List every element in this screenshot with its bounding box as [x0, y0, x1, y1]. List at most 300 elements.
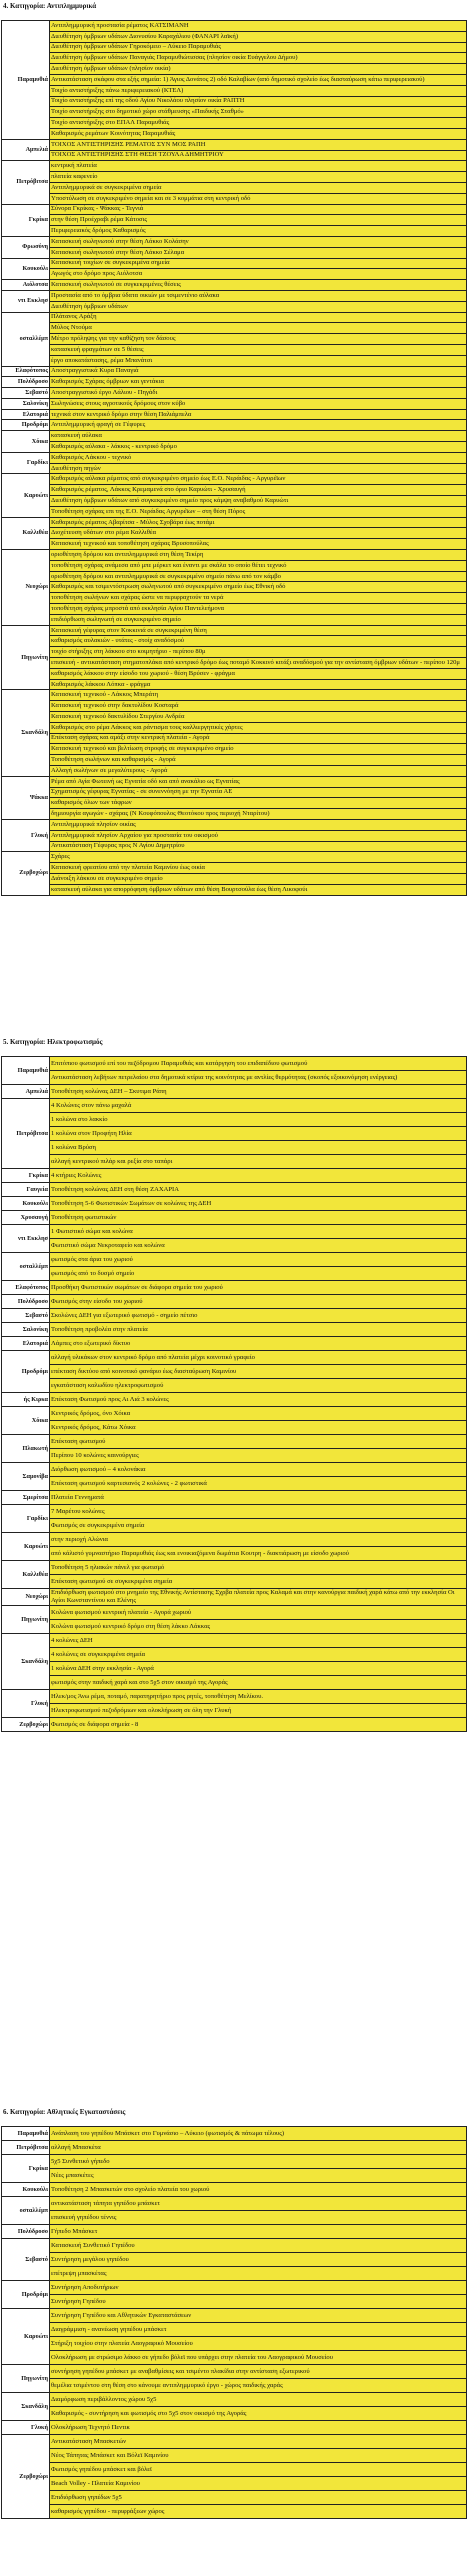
table-row	[2, 2505, 467, 2519]
table-row	[2, 787, 467, 798]
project-item: κεντρική πλατεία	[50, 161, 467, 172]
community-name: Πηγωνίτη	[2, 625, 50, 690]
community-name: Καρυώτι	[2, 1533, 50, 1561]
project-item: Αντικατάσταση Μπασκετών	[50, 2435, 467, 2449]
table-row	[2, 1690, 467, 1704]
category-table	[1, 20, 467, 896]
project-item: Επέκταση σχάρας και αμάξι στην κεντρική πλατεία - Αγορά	[50, 733, 467, 744]
table-row	[2, 323, 467, 334]
project-item: Σωληνώσεις στους αγροτικούς δρόμους στον κύβο	[50, 398, 467, 409]
project-item: Τοποθέτηση 2 Μπασκετών στο σχολείο πλατεία του χωριού	[50, 2183, 467, 2197]
project-item: Ολοκλήρωση Τεχνητό Πεντικ	[50, 2421, 467, 2435]
table-row	[2, 2421, 467, 2435]
project-item: επέτρεψη μπασκέτας	[50, 2267, 467, 2281]
table-row	[2, 128, 467, 139]
project-item: 4 κτήριες Κολώνες	[50, 1169, 467, 1183]
project-item: Καθαρισμός ρέματος, Λάκκος Κρεμαμενά στο όριο Καρυώτι - Χρυσαυγή	[50, 485, 467, 496]
project-item: Κεντρικός δρόμος, όνο Χόικα	[50, 1407, 467, 1421]
community-name: Πλακωτή	[2, 1435, 50, 1463]
table-row	[2, 1323, 467, 1337]
table-row	[2, 247, 467, 258]
project-item: Καθαρισμός λάκκου Λόπκα - φράγμα	[50, 679, 467, 690]
table-row	[2, 830, 467, 841]
table-row	[2, 1155, 467, 1169]
project-item: αλλαγή κεντρικού πιλάρ και ρεξία στο ταπάρι	[50, 1155, 467, 1169]
table-row	[2, 420, 467, 431]
community-name: Πολύδροσο	[2, 2225, 50, 2239]
table-row	[2, 204, 467, 215]
project-item: εγκατάσταση καλωδίου ηλεκτροφωτισμού	[50, 1379, 467, 1393]
project-item: Τοιχίο αντιστήριξης στο δημοτικό χώρο στάθμευσης «Παιδικής Σταθμό»	[50, 107, 467, 118]
table-row	[2, 1547, 467, 1561]
project-item: φωτισμός από το δυσμό σημείο	[50, 1267, 467, 1281]
community-name: Πηγωνίτη	[2, 1606, 50, 1634]
table-row	[2, 139, 467, 150]
table-row	[2, 182, 467, 193]
table-row	[2, 658, 467, 669]
table-row	[2, 172, 467, 183]
project-item: Καθαρισμός και τσιμεντόστρωση σωληνωτού από συγκεκριμένο σημείο έως Εθνική οδό	[50, 582, 467, 593]
project-item: Περίπου 10 κολώνες καινούργιες	[50, 1449, 467, 1463]
project-item: έργο αποκατάστασης, ρέμα Μπανάτσι	[50, 355, 467, 366]
table-row	[2, 398, 467, 409]
table-row	[2, 1435, 467, 1449]
table-row	[2, 193, 467, 204]
table-row	[2, 2365, 467, 2379]
community-name: Κουκούλι	[2, 2183, 50, 2197]
project-item: 1 κολώνα ΔΕΗ στην εκκλησία - Αγορά	[50, 1662, 467, 1676]
community-name: Πηγωνίτη	[2, 2365, 50, 2393]
community-name: Ζερβοχώρι	[2, 1718, 50, 1732]
project-item: τοποθέτηση σχάρας ανάμεσα από μπε μέρκετ και έναντι με σκάλα το οποίο θέτει τεχνικό	[50, 560, 467, 571]
table-row	[2, 809, 467, 820]
project-item: επισκευή - αντικατάσταση στηματοπλάκα από κεντρικό δρόμο έως ποταμό Κοκκινό κιτάξι αναδόσμού για την αντίσταση όμβριων υδάτων - περίπου 120μ	[50, 658, 467, 669]
table-row	[2, 96, 467, 107]
project-item: Διευθέτηση όμβριων υδάτων από συγκεκριμένο σημείο προς κάμψη αναβαθμού Καρυώτι	[50, 496, 467, 507]
project-item: 1 κολώνα στον Προφήτη Ηλία	[50, 1127, 467, 1141]
table-row	[2, 1197, 467, 1211]
project-item: Διευθέτηση πηγών	[50, 463, 467, 474]
project-item: Αντιπλημμυρικά σε συγκεκριμένα σημεία	[50, 182, 467, 193]
table-row	[2, 744, 467, 755]
community-name: Νεοχώρι	[2, 550, 50, 626]
community-name: Παραμυθιά	[2, 1057, 50, 1085]
table-row	[2, 1704, 467, 1718]
community-name: Αμπελιά	[2, 1085, 50, 1099]
table-row	[2, 560, 467, 571]
table-row	[2, 1393, 467, 1407]
project-item: Κολώνα φωτισμού κεντρικό δρόμο στη θέση λάκκο Λάκκας	[50, 1620, 467, 1634]
table-row	[2, 2337, 467, 2351]
community-name: Γκρίκα	[2, 2155, 50, 2183]
community-name: Πετρόβιτσα	[2, 161, 50, 204]
table-row	[2, 2267, 467, 2281]
table-row	[2, 269, 467, 280]
table-row	[2, 1379, 467, 1393]
project-item: Αντικατάσταση σκάφου στα εξής σημεία: 1) Άγιος Δονάτος 2) οδό Καλαβίων (από δημοτικό σχολείο έως διασταύρωση κάτω περιφερειακού)	[50, 74, 467, 85]
project-item: Επιδιόρθωση γηπέδων 5χ5	[50, 2491, 467, 2505]
community-name: Καλλιθέα	[2, 517, 50, 549]
project-item: από κάλιστό γυμναστήριο Παραμυθιάς έως και ενοικιαζόμενα δωμάτια Κουτρη - διακτιάρωση με είσοδο χωριού	[50, 1547, 467, 1561]
table-row	[2, 2323, 467, 2337]
table-row	[2, 107, 467, 118]
community-name: ντι Εκκλησ	[2, 1225, 50, 1253]
community-name: Σεβαστό	[2, 2239, 50, 2281]
project-item: Τοποθέτηση σχάρας επι της Ε.Ο. Νεράιδας Αργυρέϊων – στη θέση Πόρος	[50, 506, 467, 517]
project-item: κατασκευή φραγμάτων σε 5 θέσεις	[50, 344, 467, 355]
table-row	[2, 765, 467, 776]
table-row	[2, 2141, 467, 2155]
table-row	[2, 1071, 467, 1085]
table-row	[2, 215, 467, 226]
table-row	[2, 290, 467, 301]
table-row	[2, 1211, 467, 1225]
table-row	[2, 2393, 467, 2407]
project-item: Διάνοιξη λάκκου σε συγκεκριμένο σημείο	[50, 873, 467, 884]
table-row	[2, 118, 467, 129]
community-name: οσταλλέμπ	[2, 2197, 50, 2225]
table-row	[2, 1085, 467, 1099]
community-name: Γαρδίκι	[2, 452, 50, 474]
project-item: Διαμόρφωση περιβάλλοντος χώρου 5χ5	[50, 2393, 467, 2407]
project-item: οριοθέτηση δρόμου και αντιπλημμυρικά στη θέση Τεκίρη	[50, 550, 467, 561]
project-item: Υποστύλωση σε συγκεκριμένο σημεία και σε 3 κομμάτια στη κεντρική οδό	[50, 193, 467, 204]
community-name: Παραμυθιά	[2, 21, 50, 140]
project-item: Διοχέτευση υδάτων στο ρέμα Καλλιθέα	[50, 528, 467, 539]
table-row	[2, 53, 467, 64]
community-name: Καρυώτι	[2, 2309, 50, 2365]
community-name: Σεβαστό	[2, 388, 50, 399]
project-item: τεχνικά στον κεντρικό δρόμο στην θέση Παλιάμπελα	[50, 409, 467, 420]
table-row	[2, 431, 467, 442]
community-name: οσταλλέμπ	[2, 1253, 50, 1281]
table-row	[2, 712, 467, 723]
project-item: συντήρηση γηπέδου μπάσκετ με αναβαθμίσεις και τσιμέντο πλακίδια στην αντίσταση εξωτερικού	[50, 2365, 467, 2379]
table-row	[2, 2435, 467, 2449]
table-row	[2, 1253, 467, 1267]
table-row	[2, 2169, 467, 2183]
table-row	[2, 701, 467, 712]
community-name: Ελατοριά	[2, 1337, 50, 1351]
project-item: Διευθέτηση όμβριων υδάτων Διονυσίου Καραχάλιου (ΦΑΝΑΡΙ λαϊκή)	[50, 31, 467, 42]
project-item: Ανάπλαση του γηπέδου Μπάσκετ στο Γυμνάσιο – Λύκειο (φωτισμός & πάτωμα τέλους)	[50, 2127, 467, 2141]
table-row	[2, 463, 467, 474]
project-item: Αντιπλημμυρικά πλησίον οικίας	[50, 819, 467, 830]
table-row	[2, 2477, 467, 2491]
project-item: καθαρισμός αυλακιών - υτάτες - στοίχ αναδόσμού	[50, 636, 467, 647]
project-item: Αντικατάσταση Γέφυρας προς Ν Αγίου Δημητρίου	[50, 841, 467, 852]
community-name: Κουκούλι	[2, 258, 50, 280]
project-item: καθαρισμός όλων των τάφρων	[50, 798, 467, 809]
table-row	[2, 841, 467, 852]
project-item: Λάμπες στο εξωτερικό δίκτυο	[50, 1337, 467, 1351]
project-item: Σύνορα Γκρίκας - Ψάκκας - Τεγνιά	[50, 204, 467, 215]
project-item: Κατασκευή τοιχίων σε συγκεκριμένα σημεία	[50, 258, 467, 269]
project-item: Διαγράμμιση - ανανέωση γηπέδου μπάσκετ	[50, 2323, 467, 2337]
table-row	[2, 819, 467, 830]
community-name: Πολύδροσο	[2, 1295, 50, 1309]
project-item: Καθαρισμός - συντήρηση και φωτισμός στο 5χ5 στον οικισμό της Αγοράς	[50, 2407, 467, 2421]
project-item: 5χ5 Συνθετικό γήπεδο	[50, 2155, 467, 2169]
project-item: Επέκταση Φωτισμού προς Αι Λιά 3 κολώνες	[50, 1393, 467, 1407]
project-item: Συντήρηση μεγάλου γηπέδου	[50, 2253, 467, 2267]
table-row	[2, 1309, 467, 1323]
project-item: οριοθέτηση δρόμου και αντιπλημμυρικά σε συγκεκριμένο σημείο πάνω από τον κάμβο	[50, 571, 467, 582]
project-item: καθαρισμός γηπέδου - περιφράξεων χώρος	[50, 2505, 467, 2519]
community-name: Ζερβοχώρι	[2, 2435, 50, 2519]
table-row	[2, 755, 467, 766]
community-name: Φρωσύνη	[2, 236, 50, 258]
table-row	[2, 312, 467, 323]
project-item: επισκευή γηπέδου τέννις	[50, 2211, 467, 2225]
table-row	[2, 258, 467, 269]
table-row	[2, 2197, 467, 2211]
table-row	[2, 2309, 467, 2323]
table-row	[2, 1099, 467, 1113]
project-item: Κατασκευή σωληνωτού στην θέση Λάκκο Κολάσην	[50, 236, 467, 247]
project-item: Καθαρισμός ρέματος Αβαρίτσα - Μύλος Σχοβάρα έως ποτάμι	[50, 517, 467, 528]
community-name: Ελατοριά	[2, 409, 50, 420]
community-name: Χόικα	[2, 431, 50, 453]
table-row	[2, 2449, 467, 2463]
project-item: Φωτισμός σε διάφορα σημεία - 8	[50, 1718, 467, 1732]
table-row	[2, 409, 467, 420]
project-item: Τοποθέτηση κολώνας ΔΕΗ – Σκυτιμα Ράπη	[50, 1085, 467, 1099]
project-item: Προστασία από το όμβρια ύδατα οικιών με τσιμεντένιο αύλακα	[50, 290, 467, 301]
table-row	[2, 625, 467, 636]
table-row	[2, 798, 467, 809]
project-item: θεμέλια τσιμέντου στη θέση στο κάνουμε αντιπλημμυρικό έργο - χώρος παιδικής χαράς	[50, 2379, 467, 2393]
table-row	[2, 636, 467, 647]
table-row	[2, 1634, 467, 1648]
table-row	[2, 1351, 467, 1365]
community-name: Σκανδάλη	[2, 1634, 50, 1690]
project-item: 1 Φωτιστικό σώμα και κολώνα	[50, 1225, 467, 1239]
project-item: Αντιπλημμυρικά πλησίον Αρχαίου για προστασία του οικισμού	[50, 830, 467, 841]
table-row	[2, 852, 467, 863]
community-name: Χρυσαυγή	[2, 1211, 50, 1225]
project-item: Νέες μπασκέτες	[50, 2169, 467, 2183]
project-item: Beach Volley - Πλατεία Καμινίου	[50, 2477, 467, 2491]
project-item: Καθαρισμός Λάκκου - τεχνικό	[50, 452, 467, 463]
table-row	[2, 1239, 467, 1253]
table-row	[2, 334, 467, 345]
community-name: Παραμυθιά	[2, 2127, 50, 2141]
project-item: Γήπεδο Μπάσκετ	[50, 2225, 467, 2239]
project-item: Περιφερειακός δρόμος Καθαρισμός	[50, 226, 467, 237]
table-row	[2, 474, 467, 485]
table-row	[2, 452, 467, 463]
project-item: αντικατάσταση τάπητα γηπέδου μπάσκετ	[50, 2197, 467, 2211]
project-item: Κεντρικός δρόμος, Κάτω Χόικα	[50, 1421, 467, 1435]
table-row	[2, 528, 467, 539]
table-row	[2, 1676, 467, 1690]
community-name: Καρυώτι	[2, 474, 50, 517]
community-name: Προδρόμι	[2, 420, 50, 431]
table-row	[2, 647, 467, 658]
table-row	[2, 593, 467, 604]
table-row	[2, 1491, 467, 1505]
community-name: Γκρίκα	[2, 204, 50, 236]
project-item: 7 Μαρέτου κολώνες	[50, 1505, 467, 1519]
table-row	[2, 85, 467, 96]
table-row	[2, 2211, 467, 2225]
project-item: Καθαρισμός στο ρέμα Λάκκος και ράντισμα τους καλλιεργητικές χάρτες	[50, 722, 467, 733]
table-row	[2, 1449, 467, 1463]
community-name: Γαυγεία	[2, 1183, 50, 1197]
category-title: 4. Κατηγορία: Αντιπλημμυρικά	[3, 2, 97, 10]
table-row	[2, 776, 467, 787]
community-name: Ελαφότοπος	[2, 366, 50, 377]
project-item: τοιχίο στήριξης στη λάκκου στο κοιμητήριο - περίπου 80μ	[50, 647, 467, 658]
table-row	[2, 366, 467, 377]
community-name: Σκανδάλη	[2, 690, 50, 776]
table-row	[2, 604, 467, 615]
project-item: Ολοκλήρωση με στρώσιμο λάκκο σε γήπεδο βόλεϊ που υπάρχει στην πλατεία του Λαογραφικού Μουσείου	[50, 2351, 467, 2365]
community-name: Γαρδίκι	[2, 1505, 50, 1533]
table-row	[2, 2379, 467, 2393]
table-row	[2, 506, 467, 517]
table-row	[2, 1463, 467, 1477]
project-item: Επιδιόρθωση φωτισμού στο μνημείο της Εθνικής Αντίστασης Σχρβα πλατεία προς Καλαμά και στην κανούργια παιδική χαρά κάτω από την εκκλησία Οι Αγίοι Κωνσταντίνου και Ελένης	[50, 1589, 467, 1606]
community-name: Προδρόμι	[2, 1351, 50, 1393]
project-item: Σχάρες	[50, 852, 467, 863]
project-item: κατασκευή αύλακα για απορρόφηση όμβριων υδάτων από θέση Βουρτσούλα έως θέση Λικοφούι	[50, 884, 467, 895]
table-row	[2, 280, 467, 291]
table-row	[2, 485, 467, 496]
project-item: πλατεία καφενείο	[50, 172, 467, 183]
community-name: Σαλονίκη	[2, 398, 50, 409]
table-row	[2, 236, 467, 247]
project-item: δημιουργία αγωγών - σχάρας (Ν Κουφόπουλος Θεοτόκου προς περιοχή Νταρίτου)	[50, 809, 467, 820]
community-name: Γλυκή	[2, 819, 50, 851]
table-row	[2, 1141, 467, 1155]
category-title: 6. Κατηγορία: Αθλητικές Εγκαταστάσεις	[3, 2108, 126, 2116]
table-row	[2, 884, 467, 895]
project-item: Διόρθωση φωτισμού – 4 κολονάκια	[50, 1463, 467, 1477]
table-row	[2, 1477, 467, 1491]
project-item: Φωτισμός στην είσοδο του χωριού	[50, 1295, 467, 1309]
project-item: Τοιχίο αντιστήριξης πάνω περιφερειακού (ΚΤΕΛ)	[50, 85, 467, 96]
project-item: Κατασκευή σωληνωτού σε συγκεκριμένες θέσεις	[50, 280, 467, 291]
community-name: Σεβαστό	[2, 1309, 50, 1323]
project-item: ΤΟΙΧΟΣ ΑΝΤΙΣΤΗΡΙΞΗΣ ΡΕΜΑΤΟΣ ΣΥΝ ΜΟΣ ΡΑΠΗ	[50, 139, 467, 150]
table-row	[2, 388, 467, 399]
project-item: στην περιοχή Αλώνια	[50, 1533, 467, 1547]
project-item: Διευθέτηση όμβριων υδάτων Γηροκόμειο – Λύκειο Παραμυθιάς	[50, 42, 467, 53]
table-row	[2, 1281, 467, 1295]
table-row	[2, 1365, 467, 1379]
project-item: Αποστραγγιστικό έργο Λάλιου - Πηγάδι	[50, 388, 467, 399]
project-item: Σκολώνες ΔΕΗ για εξωτερικό φωτισμό - σημείο πέτσιο	[50, 1309, 467, 1323]
category-title: 5. Κατηγορία: Ηλεκτροφωτισμός	[3, 1038, 103, 1046]
project-item: Καθαρισμός Σχάρας όμβριων και γεντάκια	[50, 377, 467, 388]
project-item: Τοποθέτηση 5 ηλιακών πάνελ για φωτισμό	[50, 1561, 467, 1575]
project-item: Κατασκευή τεχνικού - Λάκκος Μπεράτη	[50, 690, 467, 701]
table-row	[2, 496, 467, 507]
table-row	[2, 571, 467, 582]
table-row	[2, 1267, 467, 1281]
table-row	[2, 2463, 467, 2477]
project-item: κατασκευή αύλακα	[50, 431, 467, 442]
project-item: φωτισμός στην παιδική χαρά και στο 5χ5 στον οικισμό της Αγοράς	[50, 1676, 467, 1690]
table-row	[2, 355, 467, 366]
project-item: Επέκταση φωτισμού καρτεσιανός 2 κολώνες - 2 φωτιστικά	[50, 1477, 467, 1491]
table-row	[2, 1648, 467, 1662]
table-row	[2, 2127, 467, 2141]
community-name: Νεοχώρι	[2, 1589, 50, 1606]
community-name: Γλυκή	[2, 2421, 50, 2435]
community-name: ντι Εκκλησ	[2, 290, 50, 312]
project-item: Τοποθέτηση σωλήνων και καθαρισμός - Αγορά	[50, 755, 467, 766]
community-name: Ψάκκα	[2, 776, 50, 819]
community-name: ής Κιρκα	[2, 1393, 50, 1407]
table-row	[2, 226, 467, 237]
table-row	[2, 1620, 467, 1634]
table-row	[2, 442, 467, 453]
category-table	[1, 2126, 467, 2519]
table-row	[2, 2183, 467, 2197]
table-row	[2, 1606, 467, 1620]
project-item: καθαρισμός λάκκου στην είσοδο του χωριού - θέση Βρύσεν - φράγμα	[50, 668, 467, 679]
project-item: Κατασκευή γέφυρας στον Κοκκινιά σε συγκεκριμένη θέση	[50, 625, 467, 636]
project-item: Πλάτανος Αράξη	[50, 312, 467, 323]
community-name: Πετρόβιτσα	[2, 1099, 50, 1169]
community-name: Γκρίκα	[2, 1169, 50, 1183]
project-item: επέκταση δικτύου από κοινοτικό φανάριο έως διασταύρωση Καμινίου	[50, 1365, 467, 1379]
project-item: Κατασκευή τεχνικού και τοποθέτηση σχάρας Βρυσοπούλας	[50, 539, 467, 550]
table-row	[2, 690, 467, 701]
table-row	[2, 1519, 467, 1533]
community-name: Αιόλοτσα	[2, 280, 50, 291]
project-item: Κατασκευή σωληνωτού στην θέση Λάκκο Σέλαμα	[50, 247, 467, 258]
project-item: Αντιπλημμυρική προστασία ρέματος ΚΑΤΣΙΜΑΝΗ	[50, 21, 467, 32]
table-row	[2, 1533, 467, 1547]
project-item: Επιτόπιου φωτισμού επί του πεζόδρομου Παραμυθιάς και κατάργηση του επιδαπέδιου φωτισμού	[50, 1057, 467, 1071]
project-item: αλλαγή υλικάκων στον κεντρικό δρόμο από πλατεία μέχρι κοινοτικό γραφείο	[50, 1351, 467, 1365]
table-row	[2, 2351, 467, 2365]
community-name: Κουκούλι	[2, 1197, 50, 1211]
table-row	[2, 550, 467, 561]
project-item: στην θέση Προέχραβι ρέμα Κάτοσις	[50, 215, 467, 226]
table-row	[2, 2295, 467, 2309]
table-row	[2, 863, 467, 874]
project-item: Τοποθέτηση προβολέα στην πλατεία	[50, 1323, 467, 1337]
table-row	[2, 1421, 467, 1435]
community-name: Πετρόβιτσα	[2, 2141, 50, 2155]
table-row	[2, 1113, 467, 1127]
project-item: Πλατεία Γεννηματά	[50, 1491, 467, 1505]
community-name: Χόικα	[2, 1407, 50, 1435]
project-item: τοποθέτηση σχάρας μπροστά από εκκλησία Αγίου Παντελεήμονα	[50, 604, 467, 615]
project-item: Κατασκευή τεχνικού δακτυλίδου Στεργίου Ανδρέα	[50, 712, 467, 723]
project-item: Διευθέτηση όμβριων υδάτων (πλησίον οικία)	[50, 64, 467, 75]
project-item: Τοιχίο αντιστήριξης στο ΕΠΑΛ Παραμυθιάς	[50, 118, 467, 129]
table-row	[2, 301, 467, 312]
project-item: Διευθέτηση όμβριων υδάτων Παναγιάς Παραμυθιώτισσας (πλησίον οικία Ευάγγελου Δήμου)	[50, 53, 467, 64]
table-row	[2, 377, 467, 388]
project-item: Τοποθέτηση φωτιστικών	[50, 1211, 467, 1225]
table-row	[2, 1127, 467, 1141]
community-name: Σμερίτσα	[2, 1491, 50, 1505]
project-item: Καθαρισμός αύλακα ρέματος από συγκεκριμένο σημείο έως Ε.Ο. Νεράιδας - Αργυρέϊων	[50, 474, 467, 485]
project-item: 1 κολώνα στο λακκίο	[50, 1113, 467, 1127]
table-row	[2, 873, 467, 884]
project-item: Συντήρηση Γηπέδου	[50, 2295, 467, 2309]
project-item: τοποθέτηση σωλήνων και σχάρας ώστε να περιφραχτούν τα νερά	[50, 593, 467, 604]
table-row	[2, 64, 467, 75]
project-item: 4 κολώνες σε συγκεκριμένα σημεία	[50, 1648, 467, 1662]
